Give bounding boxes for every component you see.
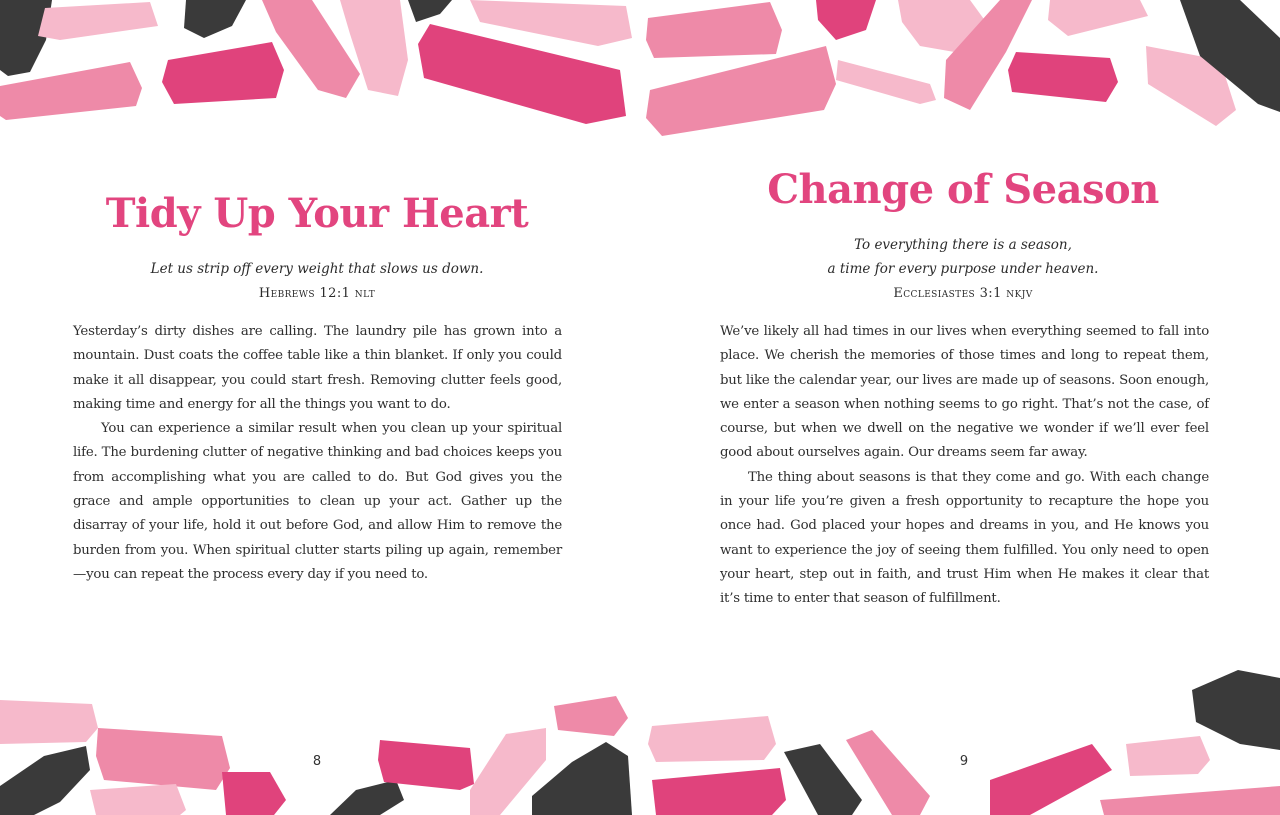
left-epigraph: Let us strip off every weight that slows us down.	[150, 261, 484, 277]
right-page-number: 9	[959, 754, 969, 769]
right-paragraph-1: We’ve likely all had times in our lives when everything seemed to fall into place. We cherish the memories of those times and long to repeat them, but like the calendar year, our lives are made up of seasons. Soon enough, we enter a season when nothing seems to go right. That’s not the case, of course, but when we dwell on the negative we wonder if we’ll ever feel good about ourselves again. Our dreams seem far away.	[720, 324, 1209, 461]
right-epigraph	[640, 233, 1280, 281]
left-page-number: 8	[312, 754, 322, 769]
right-epigraph-line-1: To everything there is a season,	[854, 237, 1072, 253]
right-page-title: Change of Season	[767, 166, 1159, 213]
right-body-text	[720, 320, 1209, 612]
right-scripture-reference: Ecclesiastes 3:1 nkjv	[893, 286, 1033, 301]
right-page	[640, 0, 1280, 815]
left-scripture-reference: Hebrews 12:1 nlt	[258, 286, 376, 301]
left-paragraph-2: You can experience a similar result when you clean up your spiritual life. The burdening clutter of negative thinking and bad choices keeps you from accomplishing what you are called to do. But God gives you the grace and ample opportunities to clean up your act. Gather up the disarray of your life, hold it out before God, and allow Him to remove the burden from you. When spiritual clutter starts piling up again, remember—you can repeat the process every day if you need to.	[73, 421, 562, 582]
right-paragraph-2: The thing about seasons is that they come and go. With each change in your life you’re given a fresh opportunity to recapture the hope you once had. God placed your hopes and dreams in you, and He knows you want to experience the joy of seeing them fulfilled. You only need to open your heart, step out in faith, and trust Him when He makes it clear that it’s time to enter that season of fulfillment.	[720, 469, 1209, 607]
left-page-title: Tidy Up Your Heart	[105, 190, 529, 237]
left-paragraph-1: Yesterday’s dirty dishes are calling. The laundry pile has grown into a mountain. Dust coats the coffee table like a thin blanket. If only you could make it all disappear, you could start fresh. Removing clutter feels good, making time and energy for all the things you want to do.	[73, 324, 562, 412]
left-body-text	[73, 320, 562, 587]
right-epigraph-line-2: a time for every purpose under heaven.	[827, 261, 1099, 277]
